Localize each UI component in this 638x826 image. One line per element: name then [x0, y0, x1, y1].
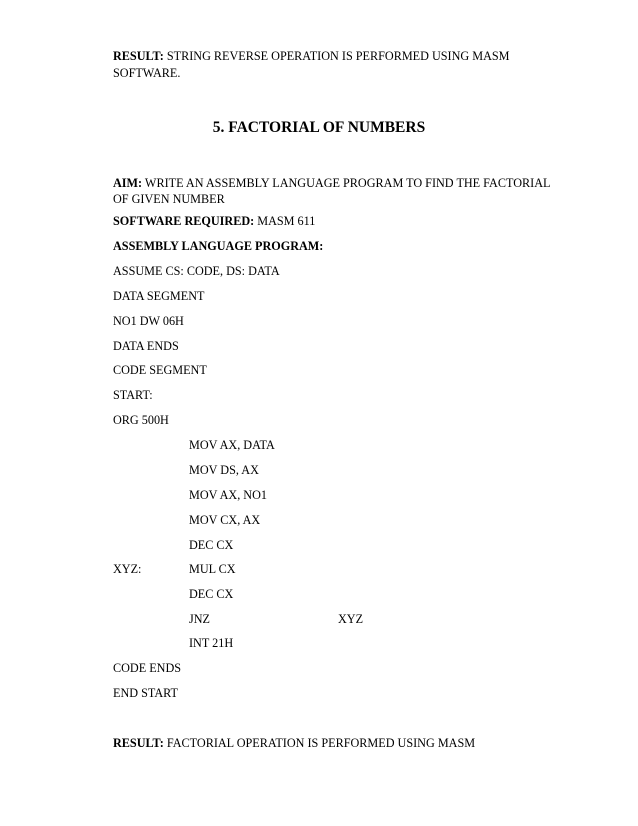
code-code-segment: CODE SEGMENT	[113, 363, 207, 377]
previous-result-line-2: SOFTWARE.	[113, 66, 181, 80]
code-instr-mov-ds-ax: MOV DS, AX	[189, 463, 259, 477]
code-instr-mov-ax-no1: MOV AX, NO1	[189, 488, 267, 502]
code-start: START:	[113, 388, 153, 402]
code-assume: ASSUME CS: CODE, DS: DATA	[113, 264, 280, 278]
aim-text: WRITE AN ASSEMBLY LANGUAGE PROGRAM TO FIND THE FACTORIAL	[142, 176, 551, 190]
code-data-segment: DATA SEGMENT	[113, 289, 205, 303]
result-line	[113, 736, 475, 750]
previous-result-line-1	[113, 49, 510, 63]
result-text: FACTORIAL OPERATION IS PERFORMED USING MASM	[163, 736, 476, 750]
code-end-start: END START	[113, 686, 178, 700]
aim-line-1	[113, 176, 550, 190]
code-instr-jnz: JNZ	[189, 612, 210, 626]
aim-line-2: OF GIVEN NUMBER	[113, 192, 225, 206]
section-title: 5. FACTORIAL OF NUMBERS	[212, 119, 426, 136]
code-instr-mul-cx: MUL CX	[189, 562, 236, 576]
code-no1: NO1 DW 06H	[113, 314, 184, 328]
code-instr-dec-cx-2: DEC CX	[189, 587, 234, 601]
code-instr-int-21h: INT 21H	[189, 636, 234, 650]
code-instr-mov-cx-ax: MOV CX, AX	[189, 513, 261, 527]
code-instr-jnz-target: XYZ	[338, 612, 364, 626]
previous-result-text: STRING REVERSE OPERATION IS PERFORMED USING MASM	[163, 49, 510, 63]
code-code-ends: CODE ENDS	[113, 661, 182, 675]
code-instr-dec-cx-1: DEC CX	[189, 538, 234, 552]
code-data-ends: DATA ENDS	[113, 339, 179, 353]
software-line	[113, 214, 315, 228]
code-label-xyz: XYZ:	[113, 562, 142, 576]
program-heading: ASSEMBLY LANGUAGE PROGRAM:	[113, 239, 324, 253]
previous-result-label: RESULT:	[113, 49, 164, 63]
aim-label: AIM:	[113, 176, 143, 190]
result-label: RESULT:	[113, 736, 164, 750]
code-org: ORG 500H	[113, 413, 169, 427]
software-label: SOFTWARE REQUIRED:	[113, 214, 255, 228]
software-value: MASM 611	[254, 214, 316, 228]
code-instr-mov-ax-data: MOV AX, DATA	[189, 438, 275, 452]
